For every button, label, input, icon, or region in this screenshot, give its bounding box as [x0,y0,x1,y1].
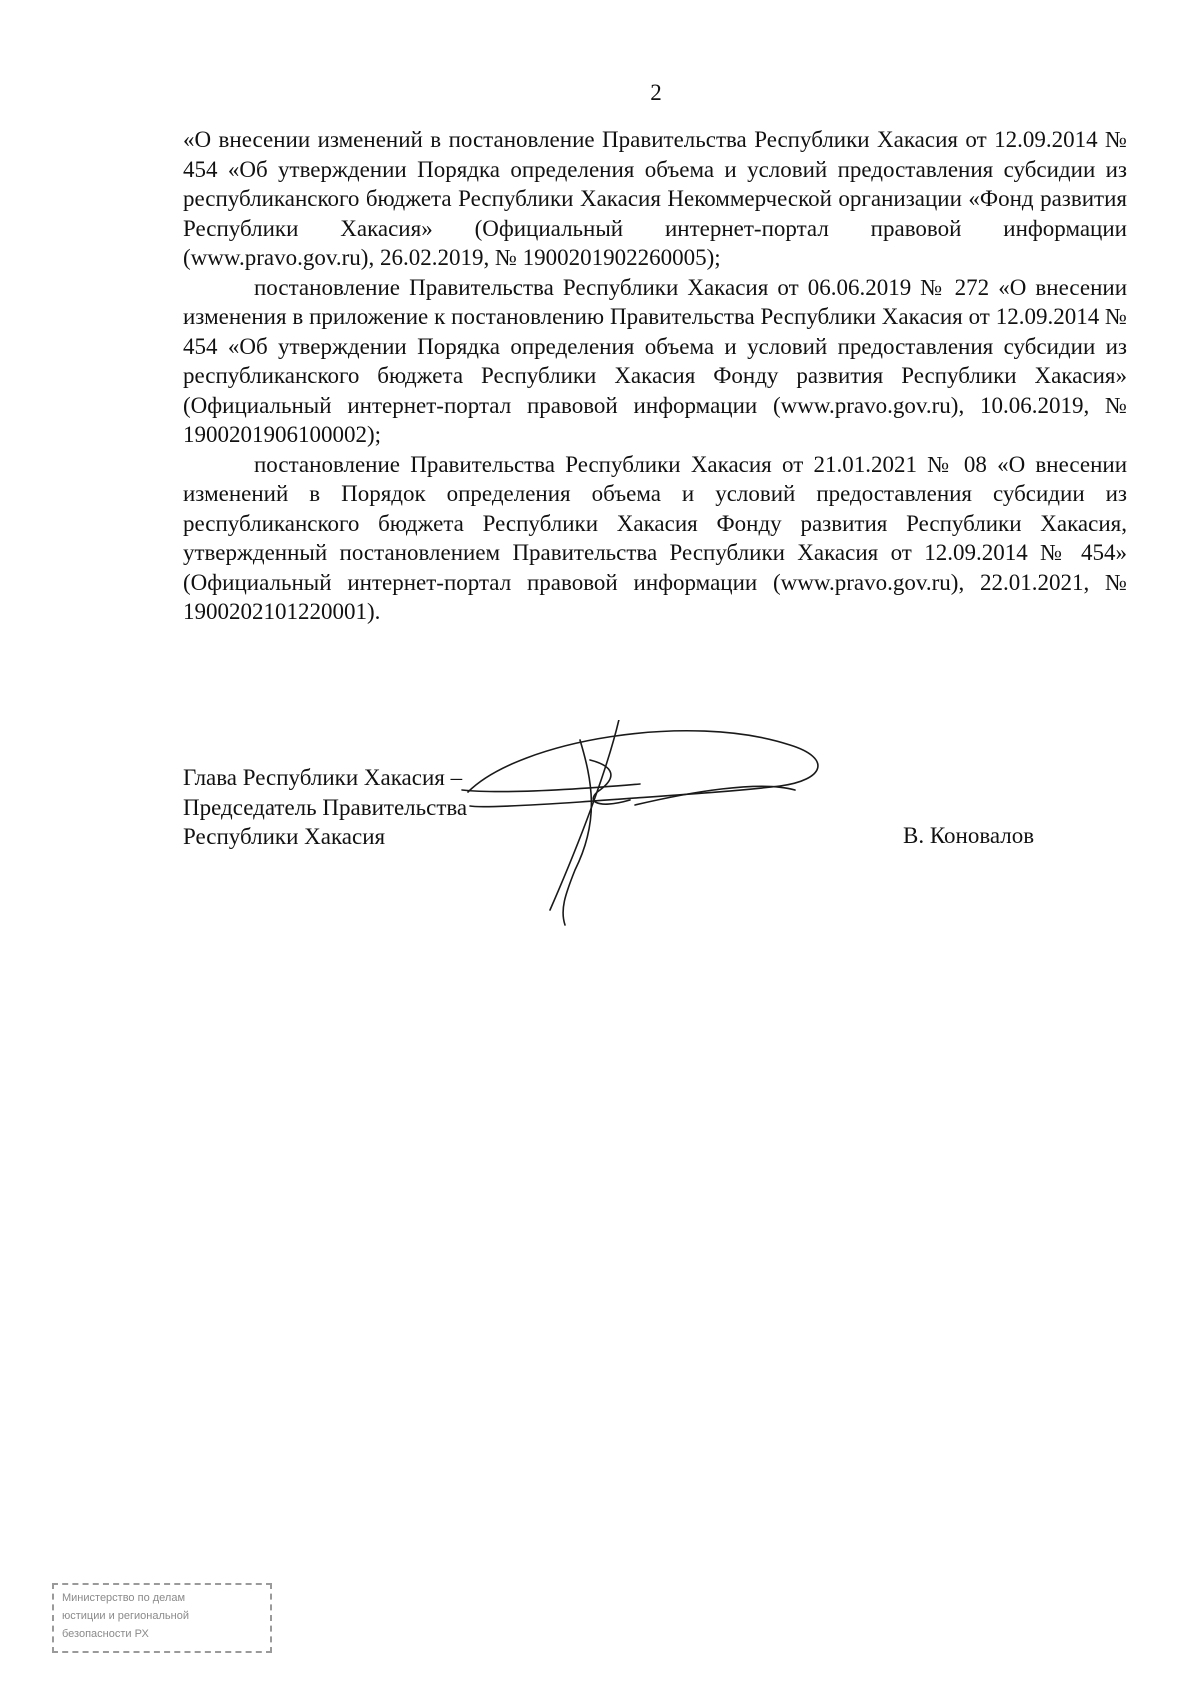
paragraph-amendment-2019-02: «О внесении изменений в постановление Правительства Республики Хакасия от 12.09.2014 № 454 «Об утверждении Порядка определения объема и условий предоставления субсидии из республиканского бюджета Республики Хакасия Некоммерческой организации «Фонд развития Республики Хакасия» (Официальный интернет-портал правовой информации (www.pravo.gov.ru), 26.02.2019, № 1900201902260005); [183,127,1127,270]
document-body [183,125,1127,627]
signature-stroke [563,740,591,925]
signature-stroke [550,720,620,910]
signatory-title-line: Республики Хакасия [183,824,386,849]
paragraph-resolution-08: постановление Правительства Республики Хакасия от 21.01.2021 № 08 «О внесении изменений в Порядок определения объема и условий предоставления субсидии из республиканского бюджета Республики Хакасия Фонду развития Республики Хакасия, утвержденный постановлением Правительства Республики Хакасия от 12.09.2014 № 454» (Официальный интернет-портал правовой информации (www.pravo.gov.ru), 22.01.2021, № 1900202101220001). [183,451,1127,624]
signatory-title-line: Глава Республики Хакасия – [183,765,463,790]
stamp-line: Министерство по делам [62,1592,186,1604]
signatory-title-line: Председатель Правительства [183,794,468,820]
signatory-title [183,763,467,852]
page-number: 2 [650,80,662,105]
signature-stroke [468,731,818,807]
stamp-line: безопасности РХ [62,1628,149,1640]
registration-stamp [52,1583,272,1653]
stamp-line: юстиции и региональной [62,1610,189,1622]
signer-name: В. Коновалов [903,823,1035,848]
signature-stroke [462,784,640,792]
handwritten-signature [460,720,900,950]
paragraph-resolution-272: постановление Правительства Республики Хакасия от 06.06.2019 № 272 «О внесении изменения в приложение к постановлению Правительства Республики Хакасия от 12.09.2014 № 454 «Об утверждении Порядка определения объема и условий предоставления субсидии из республиканского бюджета Республики Хакасия Фонду развития Республики Хакасия» (Официальный интернет-портал правовой информации (www.pravo.gov.ru), 10.06.2019, № 1900201906100002); [183,274,1127,447]
